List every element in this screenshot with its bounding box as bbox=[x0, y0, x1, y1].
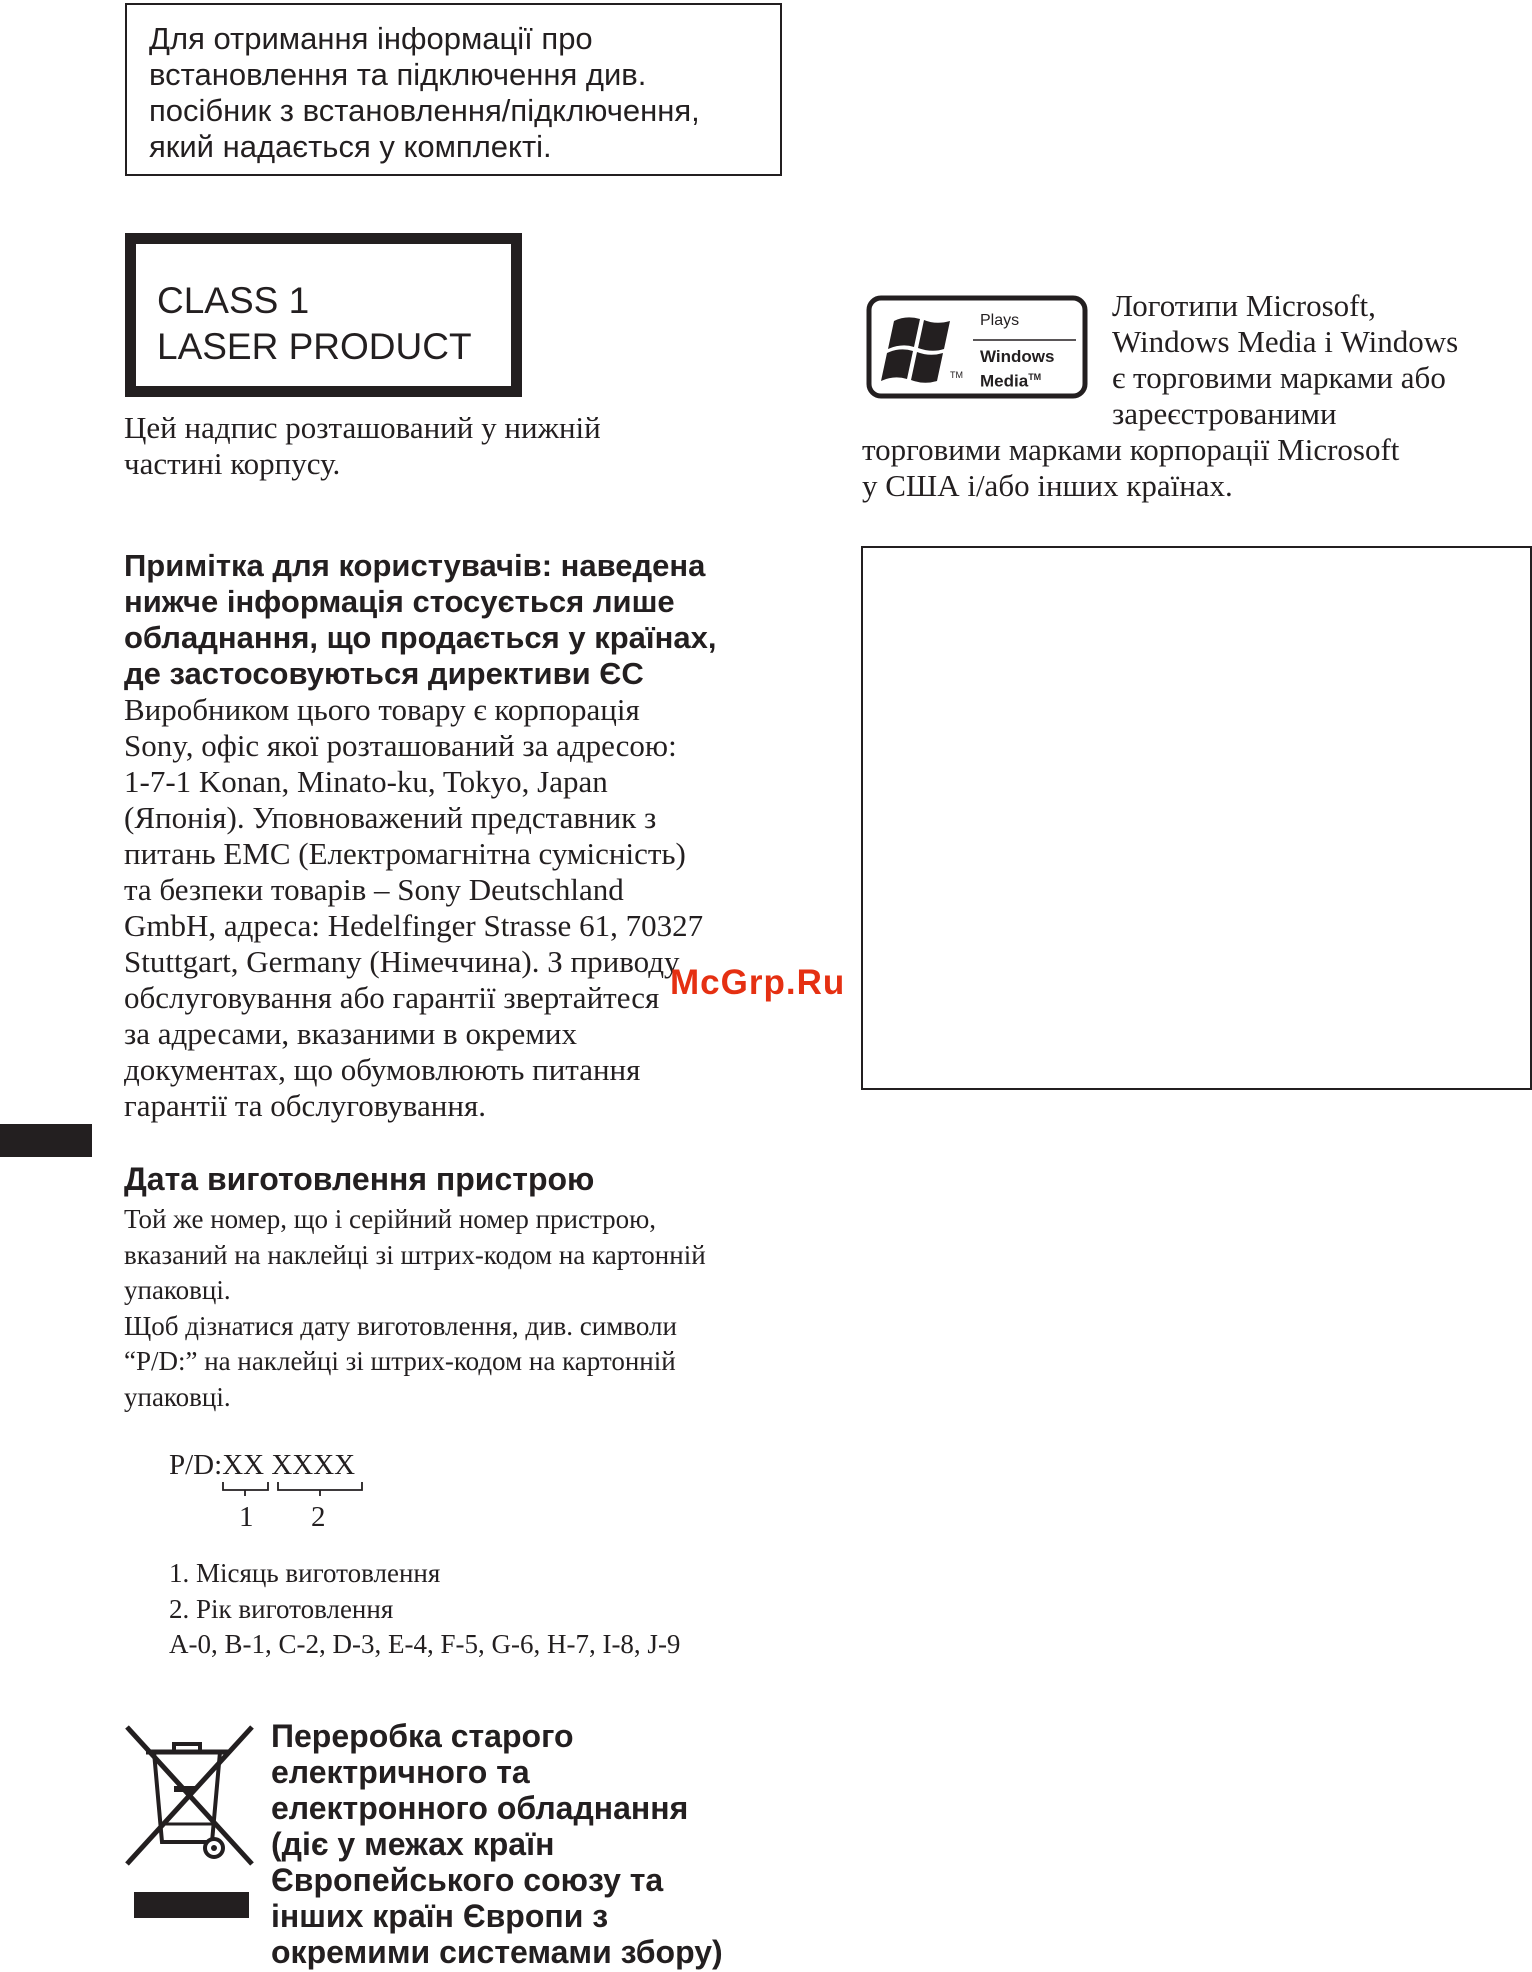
logo-media-text bbox=[980, 367, 1041, 392]
installation-info-box bbox=[125, 3, 782, 176]
watermark-text: McGrp.Ru bbox=[670, 963, 846, 1002]
pd-legend-codes: A-0, B-1, C-2, D-3, E-4, F-5, G-6, H-7, I-8, J-9 bbox=[169, 1629, 681, 1659]
windows-media-trademark-text-b: торговими марками корпорації Microsoft у США і/або інших країнах. bbox=[862, 432, 1400, 503]
windows-media-logo-art bbox=[866, 295, 1088, 399]
manufacture-date-title: Дата виготовлення пристрою bbox=[124, 1161, 595, 1197]
pd-bracket-month bbox=[223, 1482, 268, 1496]
laser-label-line2: LASER PRODUCT bbox=[157, 326, 472, 367]
eu-notice-section bbox=[124, 548, 784, 1124]
logo-plays-text: Plays bbox=[980, 312, 1020, 329]
pd-part-year: XXXX bbox=[271, 1449, 356, 1481]
pd-part-month: XX bbox=[222, 1449, 265, 1481]
empty-frame-box bbox=[861, 546, 1532, 1090]
pd-prefix: P/D: bbox=[169, 1449, 223, 1481]
logo-windows-tm: TM bbox=[950, 370, 963, 380]
manufacture-date-text: Той же номер, що і серійний номер пристрою, вказаний на наклейці зі штрих-кодом на картонній упаковці. Щоб дізнатися дату виготовлення, див. символи “P/D:” на наклейці зі штрих-кодом на картонній упаковці. bbox=[124, 1204, 706, 1412]
laser-class-label bbox=[125, 233, 522, 397]
pd-marker-1: 1 bbox=[239, 1501, 254, 1533]
pd-legend-month: 1. Місяць виготовлення bbox=[169, 1558, 441, 1588]
pd-bracket-year bbox=[278, 1482, 362, 1496]
windows-media-logo bbox=[866, 295, 1088, 399]
laser-label-note: Цей надпис розташований у нижній частині корпусу. bbox=[124, 410, 601, 481]
logo-windows-text: Windows bbox=[980, 347, 1055, 366]
laser-label-text bbox=[157, 278, 472, 370]
pd-brackets bbox=[220, 1480, 370, 1500]
eu-notice-body: Виробником цього товару є корпорація Sony, офіс якої розташований за адресою: 1-7-1 Konan, Minato-ku, Tokyo, Japan (Японія). Уповноважений представник з питань EMC (Електромагнітна сумісність) та безпеки товарів – Sony Deutschland GmbH, адреса: Hedelfinger Strasse 61, 70327 Stuttgart, Germany (Німеччина). З приводу обслуговування або гарантії звертайтеся за адресами, вказаними в окремих документах, що обумовлюють питання гарантії та обслуговування. bbox=[124, 692, 704, 1123]
crossed-out-bin-icon bbox=[124, 1724, 256, 1872]
logo-media-word: Media bbox=[980, 371, 1029, 391]
pd-legend bbox=[169, 1556, 680, 1663]
recycling-black-bar bbox=[134, 1892, 249, 1918]
installation-info-text: Для отримання інформації про встановлення та підключення див. посібник з встановлення/підключення, який надається у комплекті. bbox=[149, 21, 700, 164]
logo-media-tm: TM bbox=[1028, 372, 1042, 382]
windows-media-trademark-text-a: Логотипи Microsoft, Windows Media і Windows є торговими марками або зареєстрованими bbox=[1112, 288, 1459, 431]
pd-legend-year: 2. Рік виготовлення bbox=[169, 1593, 394, 1624]
recycling-title: Переробка старого електричного та електронного обладнання (діє у межах країн Європейського союзу та інших країн Європи з окремими системами збору) bbox=[271, 1718, 723, 1970]
laser-label-line1: CLASS 1 bbox=[157, 280, 310, 321]
eu-notice-title: Примітка для користувачів: наведена нижче інформація стосується лише обладнання, що продається у країнах, де застосовуються директиви ЄС bbox=[124, 548, 717, 691]
pd-code bbox=[169, 1448, 355, 1482]
pd-marker-2: 2 bbox=[311, 1501, 326, 1533]
page-edge-tab bbox=[0, 1124, 92, 1157]
